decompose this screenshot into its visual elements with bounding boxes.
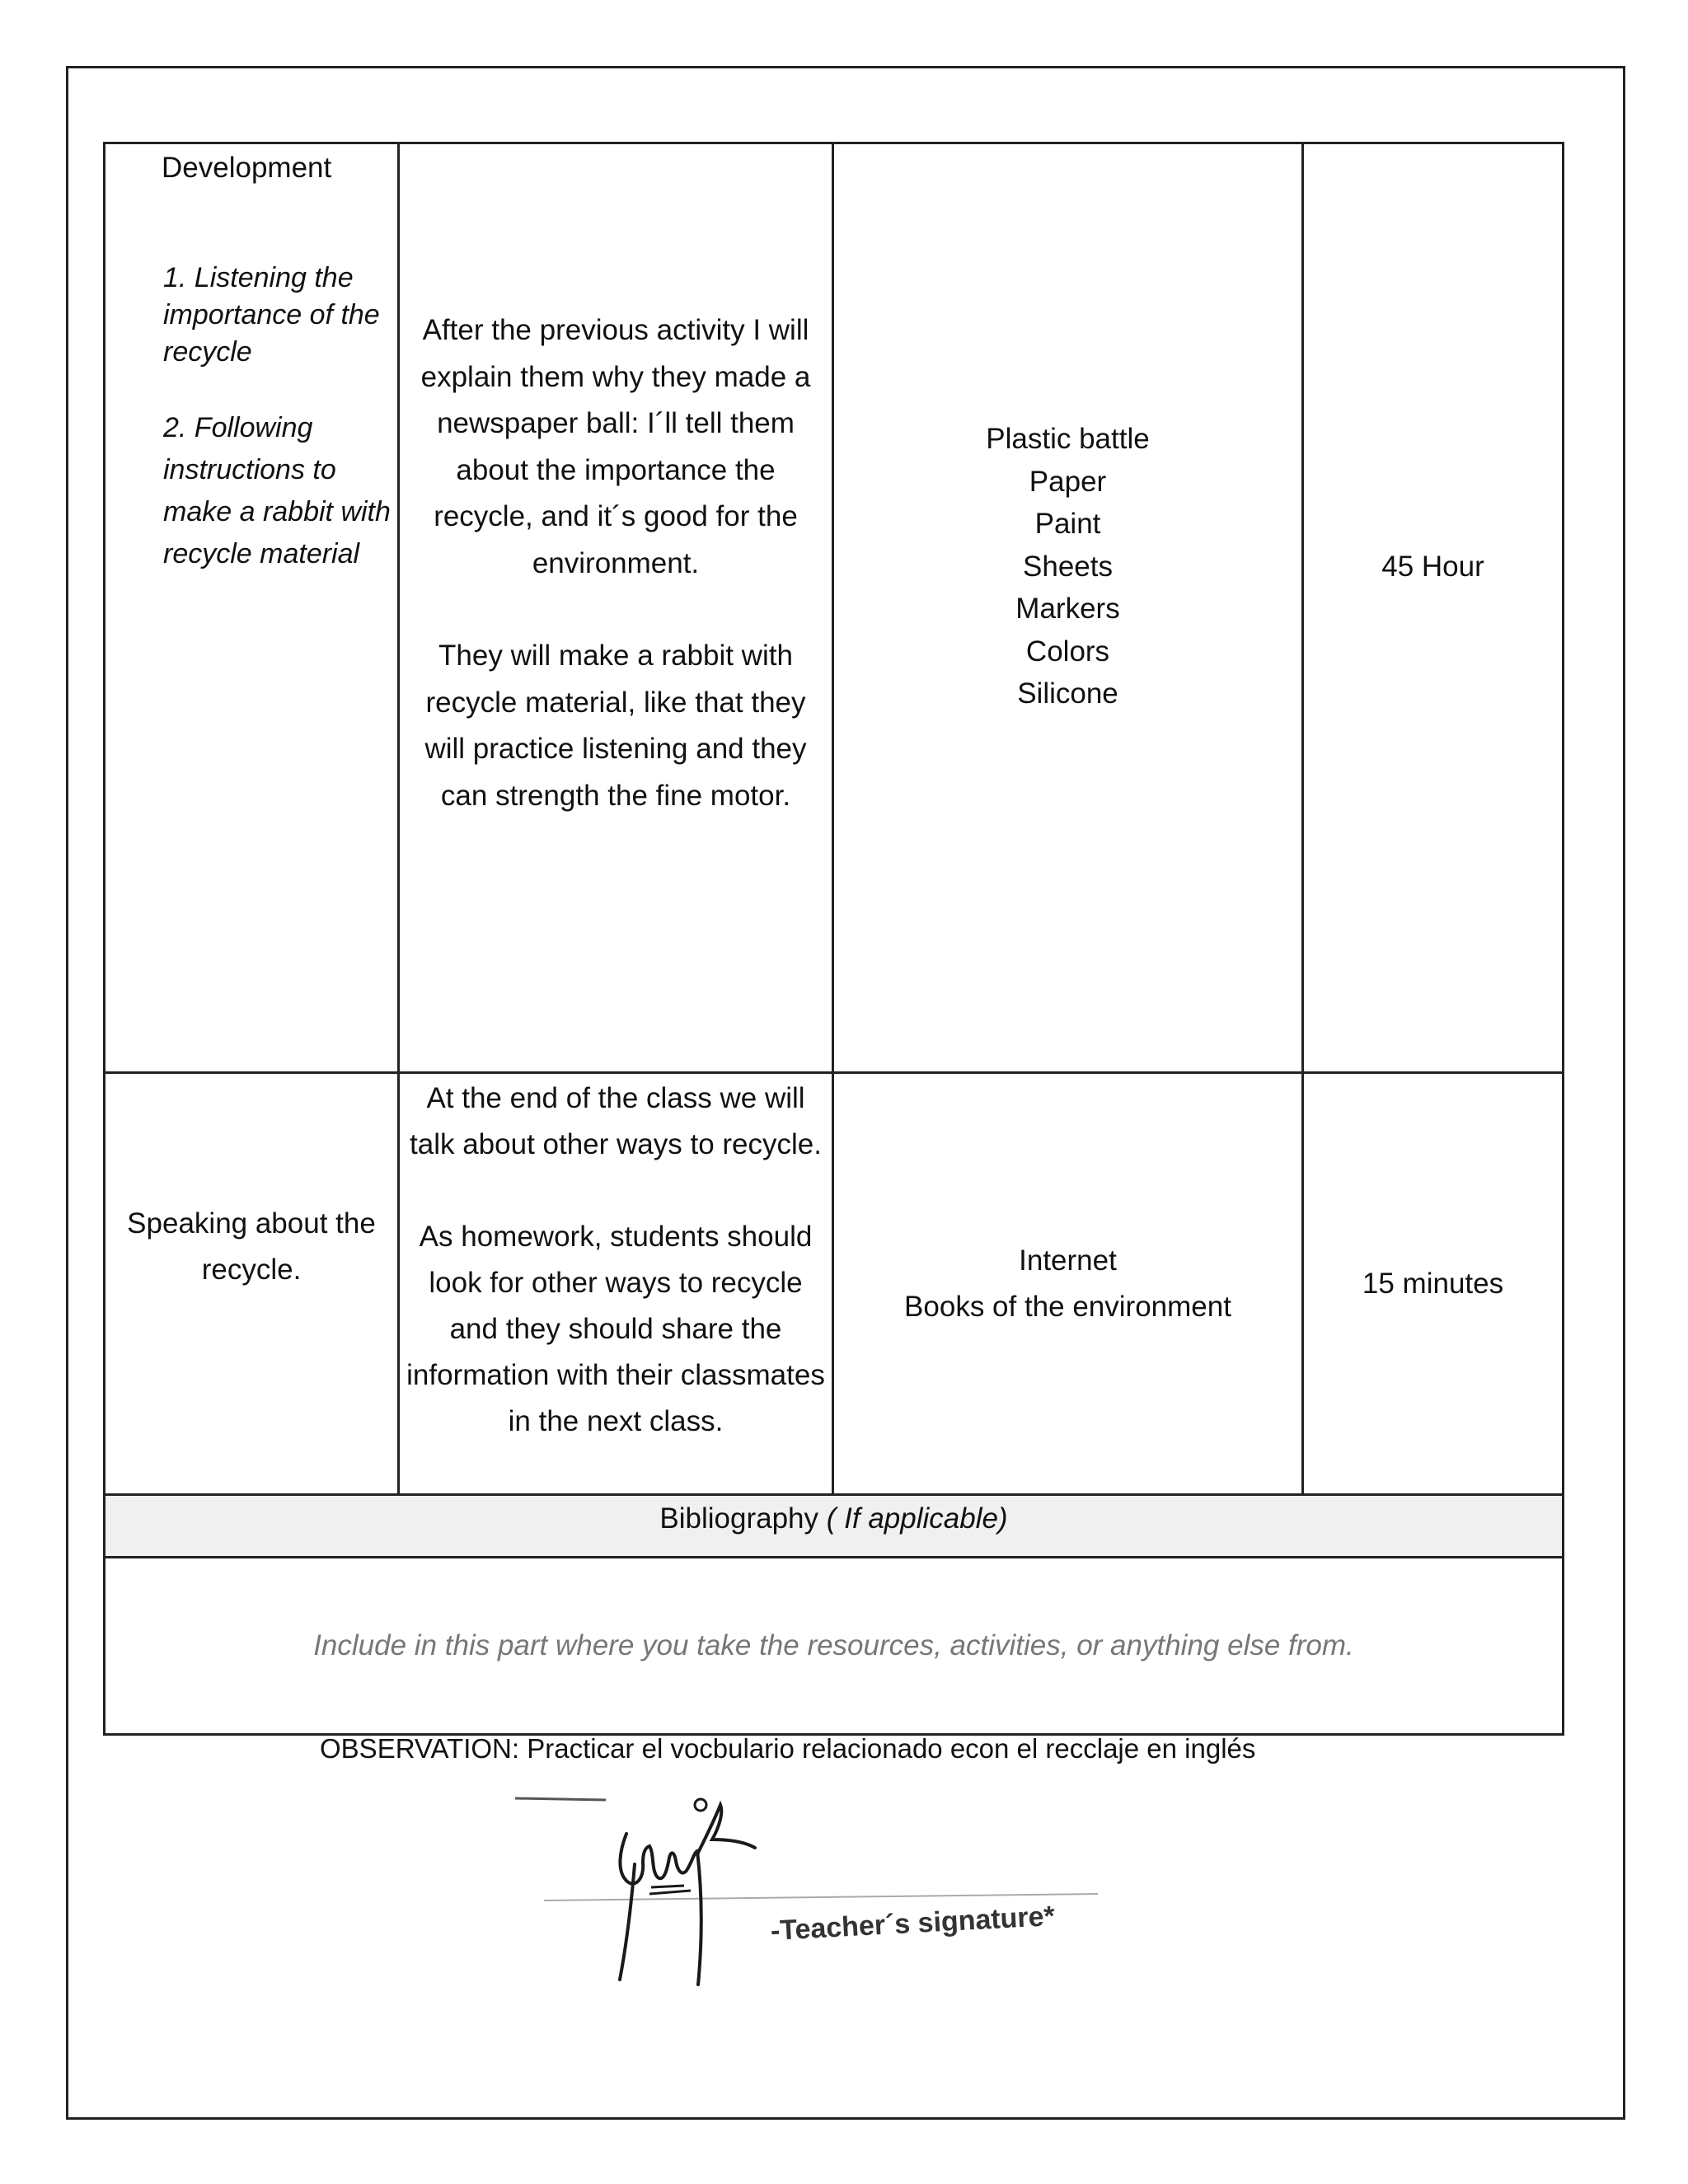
bibliography-heading: Bibliography	[659, 1502, 819, 1535]
lesson-plan-table	[103, 142, 1564, 1736]
closing-time-cell	[1303, 1073, 1564, 1495]
handwritten-signature	[511, 1788, 1104, 1986]
closing-activity-cell	[399, 1073, 833, 1495]
teacher-signature-label: -Teacher´s signature*	[769, 1900, 1056, 1947]
closing-stage-title: Speaking about the recycle.	[127, 1207, 376, 1286]
bibliography-body-row	[105, 1558, 1564, 1735]
development-activity-paragraph-2: They will make a rabbit with recycle material, like that they will practice listening and they can strength the fine motor.	[424, 640, 807, 812]
closing-stage-cell	[105, 1073, 399, 1495]
material-item: Markers	[1015, 593, 1120, 626]
development-row	[105, 143, 1564, 1073]
bibliography-heading-cell	[105, 1495, 1564, 1558]
material-item: Internet	[1019, 1244, 1117, 1277]
material-item: Silicone	[1017, 677, 1118, 710]
material-item: Paint	[1034, 508, 1101, 541]
development-step-2: 2. Following instructions to make a rabbit with recycle material	[163, 412, 391, 569]
development-time: 45 Hour	[1381, 550, 1484, 583]
development-time-cell	[1303, 143, 1564, 1073]
development-materials-list	[834, 418, 1301, 798]
material-item: Plastic battle	[986, 423, 1150, 456]
development-activity-paragraph-1: After the previous activity I will explain them why they made a newspaper ball: I´ll tell them about the importance the recycle, and it´s good for the environment.	[420, 314, 811, 579]
closing-materials-cell	[833, 1073, 1303, 1495]
material-item: Colors	[1025, 635, 1110, 668]
closing-activity-paragraph-1: At the end of the class we will talk about other ways to recycle.	[410, 1082, 822, 1160]
bibliography-placeholder: Include in this part where you take the resources, activities, or anything else from.	[313, 1629, 1354, 1661]
bibliography-header-row	[105, 1495, 1564, 1558]
bibliography-heading-note: ( If applicable)	[826, 1502, 1008, 1535]
material-item: Books of the environment	[904, 1290, 1231, 1323]
development-steps	[163, 260, 394, 575]
development-materials-cell	[833, 143, 1303, 1073]
material-item: Sheets	[1023, 550, 1113, 583]
closing-time: 15 minutes	[1362, 1267, 1504, 1300]
closing-activity-paragraph-2: As homework, students should look for other ways to recycle and they should share the information with their classmates in the next class.	[406, 1221, 825, 1437]
closing-row	[105, 1073, 1564, 1495]
observation-text: OBSERVATION: Practicar el vocbulario relacionado econ el recclaje en inglés	[320, 1733, 1256, 1764]
development-activity-cell	[399, 143, 833, 1073]
development-step-1: 1. Listening the importance of the recycle	[163, 262, 380, 368]
material-item: Paper	[1029, 465, 1107, 498]
development-stage-title: Development	[162, 152, 332, 184]
development-stage-cell	[105, 143, 399, 1073]
development-activity-text	[400, 307, 832, 819]
teacher-signature-area	[511, 1788, 1104, 1986]
bibliography-placeholder-cell	[105, 1558, 1564, 1735]
